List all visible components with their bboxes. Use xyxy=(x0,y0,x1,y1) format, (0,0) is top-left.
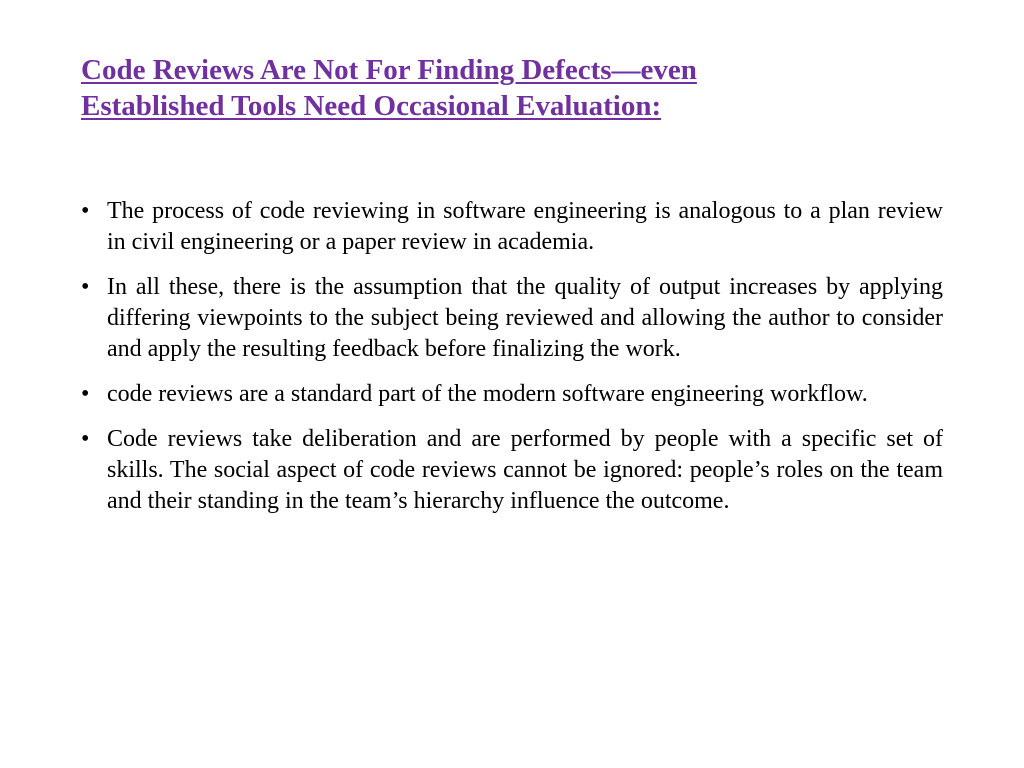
bullet-dot-icon: • xyxy=(81,198,90,224)
bullet-dot-icon: • xyxy=(81,381,90,407)
slide-title-line-1: Code Reviews Are Not For Finding Defects—even xyxy=(81,54,697,86)
slide-title-line-2: Established Tools Need Occasional Evaluation: xyxy=(81,90,662,122)
bullet-text: The process of code reviewing in software engineering is analogous to a plan review in civil engineering or a paper review in academia. xyxy=(107,198,943,255)
bullet-item xyxy=(81,379,943,410)
bullet-dot-icon: • xyxy=(81,426,90,452)
slide-title xyxy=(81,52,941,124)
bullet-text: In all these, there is the assumption that the quality of output increases by applying differing viewpoints to the subject being reviewed and allowing the author to consider and apply the resulting feedback before finalizing the work. xyxy=(107,274,943,362)
bullet-text: Code reviews take deliberation and are performed by people with a specific set of skills. The social aspect of code reviews cannot be ignored: people’s roles on the team and their standing in the team’s hierarchy influence the outcome. xyxy=(107,426,943,514)
bullet-text: code reviews are a standard part of the modern software engineering workflow. xyxy=(107,381,868,407)
bullet-item xyxy=(81,272,943,365)
bullet-item xyxy=(81,196,943,258)
bullet-item xyxy=(81,424,943,517)
bullet-dot-icon: • xyxy=(81,274,90,300)
bullet-list xyxy=(81,196,943,531)
